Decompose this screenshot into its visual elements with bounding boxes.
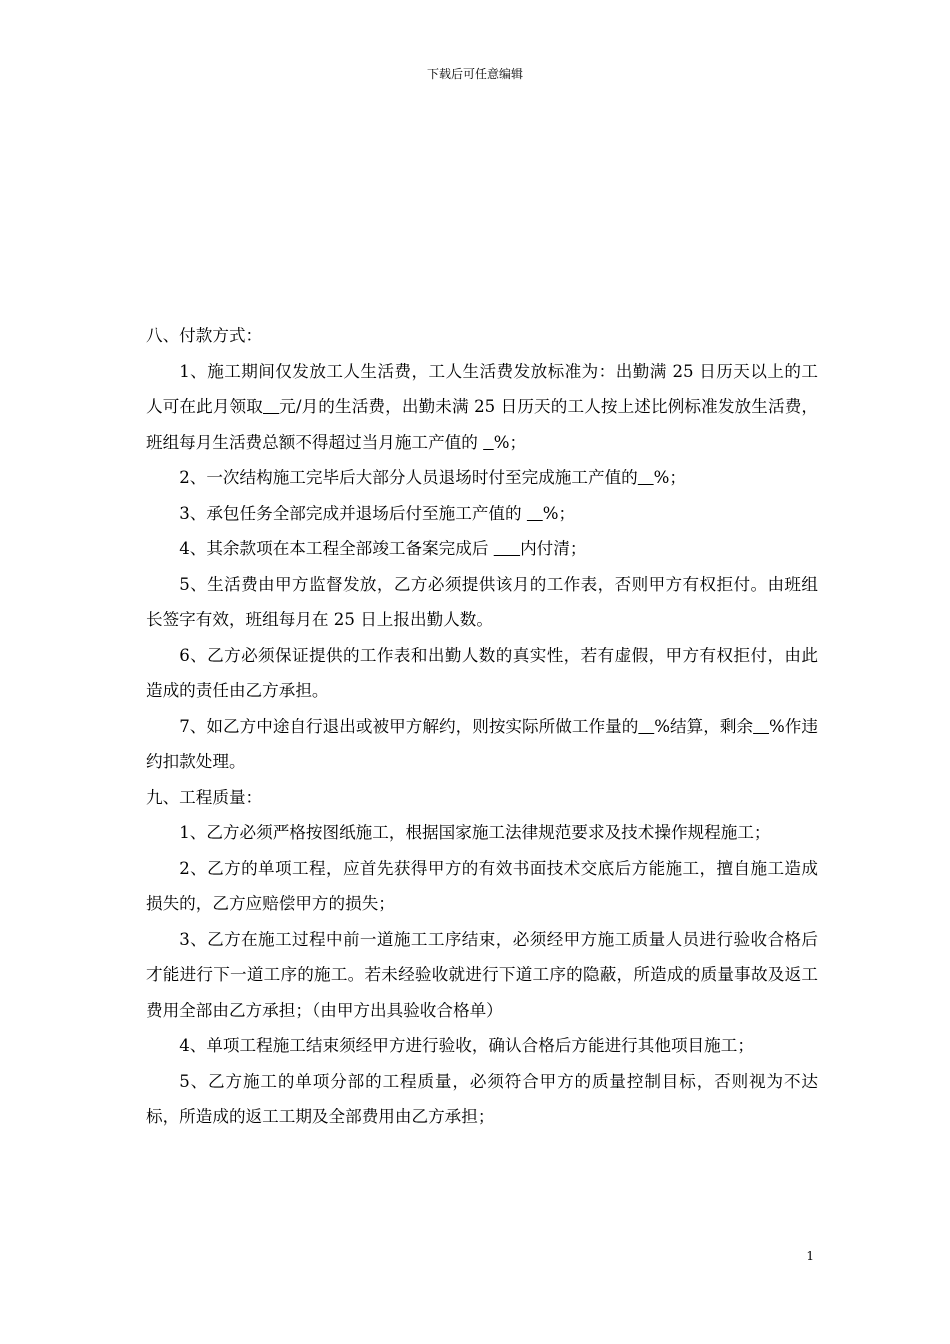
section-heading-quality: 九、工程质量： [146, 787, 263, 807]
payment-clause-4: 4、其余款项在本工程全部竣工备案完成后 内付清； [179, 539, 587, 558]
page-number: 1 [806, 1249, 814, 1263]
quality-clause-1: 1、乙方必须严格按图纸施工，根据国家施工法律规范要求及技术操作规程施工； [179, 823, 771, 842]
fill-in-blank[interactable] [494, 539, 520, 558]
quality-clause-4: 4、单项工程施工结束须经甲方进行验收，确认合格后方能进行其他项目施工； [179, 1036, 754, 1055]
payment-clause-7: 7、如乙方中途自行退出或被甲方解约，则按实际所做工作量的 %结算，剩余 %作违约扣款处理。 [146, 716, 818, 771]
fill-in-blank[interactable] [263, 397, 279, 416]
fill-in-blank[interactable] [638, 468, 654, 487]
payment-clause-2: 2、一次结构施工完毕后大部分人员退场时付至完成施工产值的 %； [179, 468, 686, 487]
fill-in-blank[interactable] [527, 504, 543, 523]
fill-in-blank[interactable] [638, 717, 654, 736]
quality-clause-3: 3、乙方在施工过程中前一道施工工序结束，必须经甲方施工质量人员进行验收合格后才能进行下一道工序的施工。若未经验收就进行下道工序的隐蔽，所造成的质量事故及返工费用全部由乙方承担；（由甲方出具验收合格单） [146, 929, 818, 1020]
fill-in-blank[interactable] [483, 433, 494, 452]
document-body [146, 318, 818, 1135]
quality-clause-5: 5、乙方施工的单项分部的工程质量，必须符合甲方的质量控制目标，否则视为不达标，所造成的返工工期及全部费用由乙方承担； [146, 1071, 818, 1126]
payment-clause-3: 3、承包任务全部完成并退场后付至施工产值的 %； [179, 503, 576, 523]
quality-clause-2: 2、乙方的单项工程，应首先获得甲方的有效书面技术交底后方能施工，擅自施工造成损失的，乙方应赔偿甲方的损失； [146, 858, 818, 913]
fill-in-blank[interactable] [753, 717, 769, 736]
section-heading-payment: 八、付款方式： [146, 326, 263, 345]
payment-clause-6: 6、乙方必须保证提供的工作表和出勤人数的真实性，若有虚假，甲方有权拒付，由此造成的责任由乙方承担。 [146, 645, 818, 700]
page-header: 下载后可任意编辑 [426, 67, 523, 81]
payment-clause-1: 1、施工期间仅发放工人生活费，工人生活费发放标准为：出勤满 25 日历天以上的工人可在此月领取 元/月的生活费，出勤未满 25 日历天的工人按上述比例标准发放生活费，班组每月生活费总额不得超过当月施工产值的 %； [146, 361, 818, 452]
payment-clause-5: 5、生活费由甲方监督发放，乙方必须提供该月的工作表，否则甲方有权拒付。由班组长签字有效，班组每月在 25 日上报出勤人数。 [146, 574, 818, 629]
